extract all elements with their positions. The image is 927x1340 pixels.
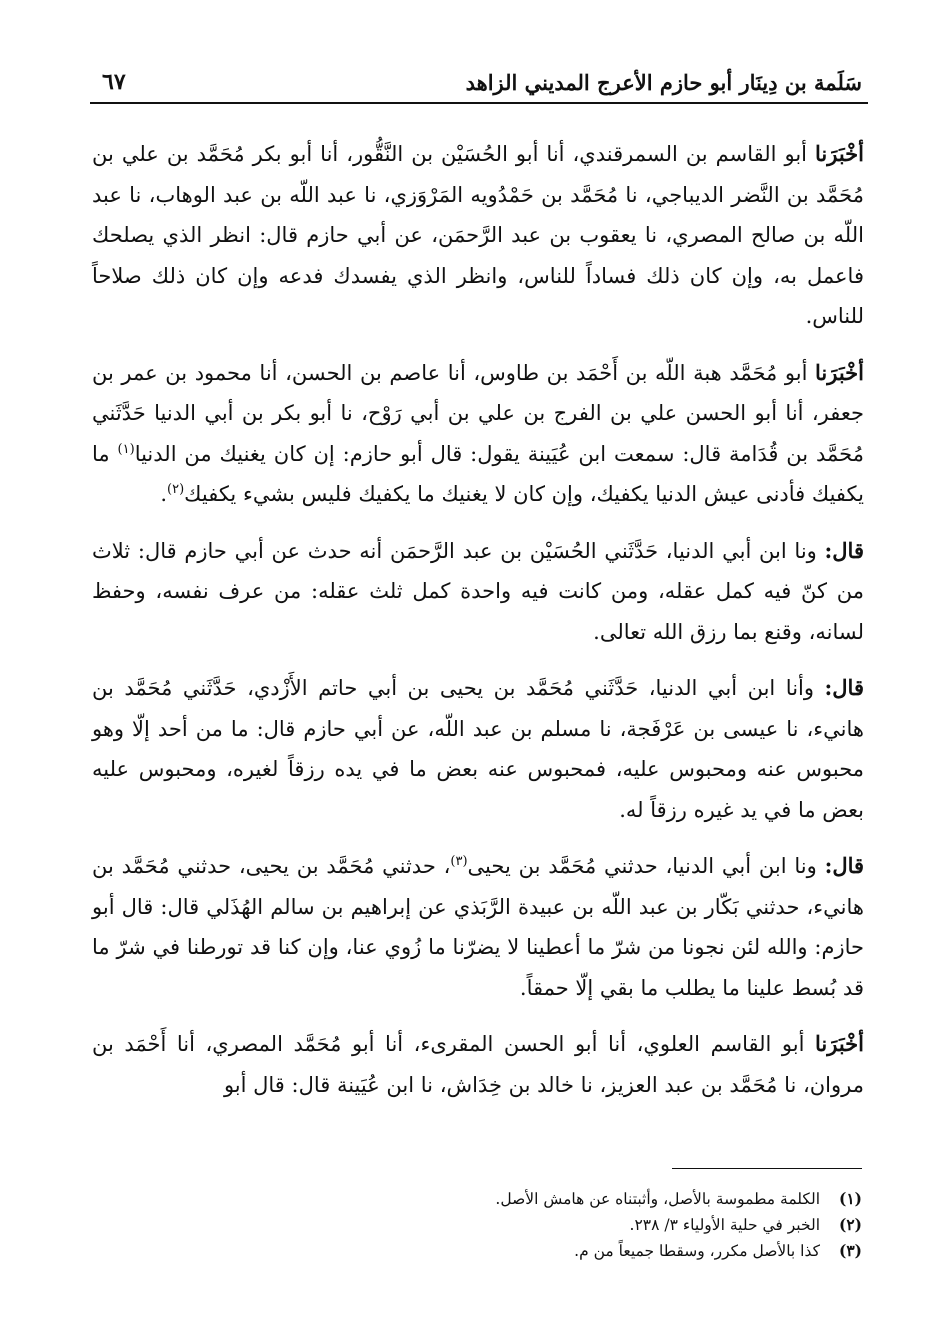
paragraph-text: ما يكفيك فأدنى عيش الدنيا يكفيك، وإن كان لا يغنيك ما يكفيك فليس بشيء يكفيك <box>92 441 864 506</box>
paragraph <box>92 846 864 1008</box>
footnote-ref[interactable]: (١) <box>117 441 135 457</box>
paragraph-text: أبو مُحَمَّد هبة اللّه بن أَحْمَد بن طاوس، أنا عاصم بن الحسن، أنا محمود بن عمر بن جعفر، أنا أبو الحسن علي بن الفرج بن علي بن أبي رَوْح، نا أبو بكر بن أبي الدنيا حَدَّثَني مُحَمَّد بن قُدَامة قال: سمعت ابن عُيَينة يقول: قال أبو حازم: إن كان يغنيك من الدنيا <box>92 360 864 466</box>
paragraph-text: ، حدثني مُحَمَّد بن يحيى، حدثني مُحَمَّد بن هانيء، حدثني بَكّار بن عبد اللّه بن عبيدة الرَّبَذي عن إبراهيم بن سالم الهُذَلي قال: قال أبو حازم: والله لئن نجونا من شرّ ما أعطينا لا يضرّنا ما زُوي عنا، وإن كنا قد تورطنا في شرّ ما قد بُسط علينا ما يطلب ما بقي إلّا حمقاً. <box>92 854 864 1000</box>
paragraph-lead: أخْبَرَنا <box>815 1031 864 1056</box>
footnote-number: (١) <box>838 1189 862 1208</box>
page-number: ٦٧ <box>102 69 126 95</box>
paragraph-lead: قال: <box>824 537 864 563</box>
paragraph-lead: أخْبَرَنا <box>815 359 864 385</box>
footnote-text: كذا بالأصل مكرر، وسقطا جميعاً من م. <box>574 1242 820 1260</box>
footnote-number: (٣) <box>838 1241 862 1260</box>
footnote-ref[interactable]: (٢) <box>167 482 185 497</box>
footnote-text: الكلمة مطموسة بالأصل، وأثبتناه عن هامش الأصل. <box>495 1190 820 1208</box>
footnote <box>92 1212 862 1238</box>
paragraph-text: وأنا ابن أبي الدنيا، حَدَّثَني مُحَمَّد بن يحيى بن أبي حاتم الأَزْدي، حَدَّثَني مُحَمَّد بن هانيء، نا عيسى بن عَرْفَجة، نا مسلم بن عبد اللّه، عن أبي حازم قال: ما من أحد إلّا وهو محبوس عنه ومحبوس عليه، فمحبوس عنه بعض ما في يده رزقاً لغيره، ومحبوس عليه بعض ما في يد غيره رزقاً له. <box>92 676 864 822</box>
paragraph-text: أبو القاسم بن السمرقندي، أنا أبو الحُسَيْن بن النَّقُّور، أنا أبو بكر مُحَمَّد بن علي بن مُحَمَّد بن النَّضر الديباجي، نا مُحَمَّد بن حَمْدُويه المَرْوَزي، نا عبد اللّه بن عبد الوهاب، نا عبد اللّه بن صالح المصري، نا يعقوب بن عبد الرَّحمَن، عن أبي حازم قال: انظر الذي يصلحك فاعمل به، وإن كان ذلك فساداً للناس، وانظر الذي يفسدك فدعه وإن كان ذلك صلاحاً للناس. <box>92 142 864 328</box>
footnote <box>92 1186 862 1212</box>
footnotes <box>92 1186 862 1264</box>
paragraph-lead: قال: <box>824 675 864 700</box>
paragraph-lead: قال: <box>824 853 865 878</box>
main-text <box>92 134 864 1121</box>
paragraph-text: ونا ابن أبي الدنيا، حدثني مُحَمَّد بن يحيى <box>467 854 825 878</box>
paragraph <box>92 353 864 515</box>
paragraph <box>92 134 864 337</box>
footnote <box>92 1238 862 1264</box>
paragraph <box>92 531 864 653</box>
paragraph <box>92 668 864 830</box>
paragraph-text: . <box>160 482 168 506</box>
running-title: سَلَمة بن دِينَار أبو حازم الأعرج المديني الزاهد <box>465 69 862 95</box>
footnote-ref[interactable]: (٣) <box>450 854 468 869</box>
footnote-text: الخبر في حلية الأولياء ٣/ ٢٣٨. <box>629 1216 820 1234</box>
page-header <box>90 62 868 104</box>
paragraph <box>92 1024 864 1105</box>
paragraph-lead: أخْبَرَنا <box>815 141 864 166</box>
footnote-divider <box>672 1168 862 1169</box>
paragraph-text: ونا ابن أبي الدنيا، حَدَّثَني الحُسَيْن بن عبد الرَّحمَن أنه حدث عن أبي حازم قال: ثلاث من كنّ فيه كمل عقله، ومن كانت فيه واحدة كمل ثلث عقله: من عرف نفسه، وحفظ لسانه، وقنع بما رزق الله تعالى. <box>92 538 864 644</box>
paragraph-text: أبو القاسم العلوي، أنا أبو الحسن المقرىء، أنا أبو مُحَمَّد المصري، أنا أَحْمَد بن مروان، نا مُحَمَّد بن عبد العزيز، نا خالد بن خِدَاش، نا ابن عُيَينة قال: قال أبو <box>92 1032 864 1097</box>
footnote-number: (٢) <box>838 1215 862 1234</box>
